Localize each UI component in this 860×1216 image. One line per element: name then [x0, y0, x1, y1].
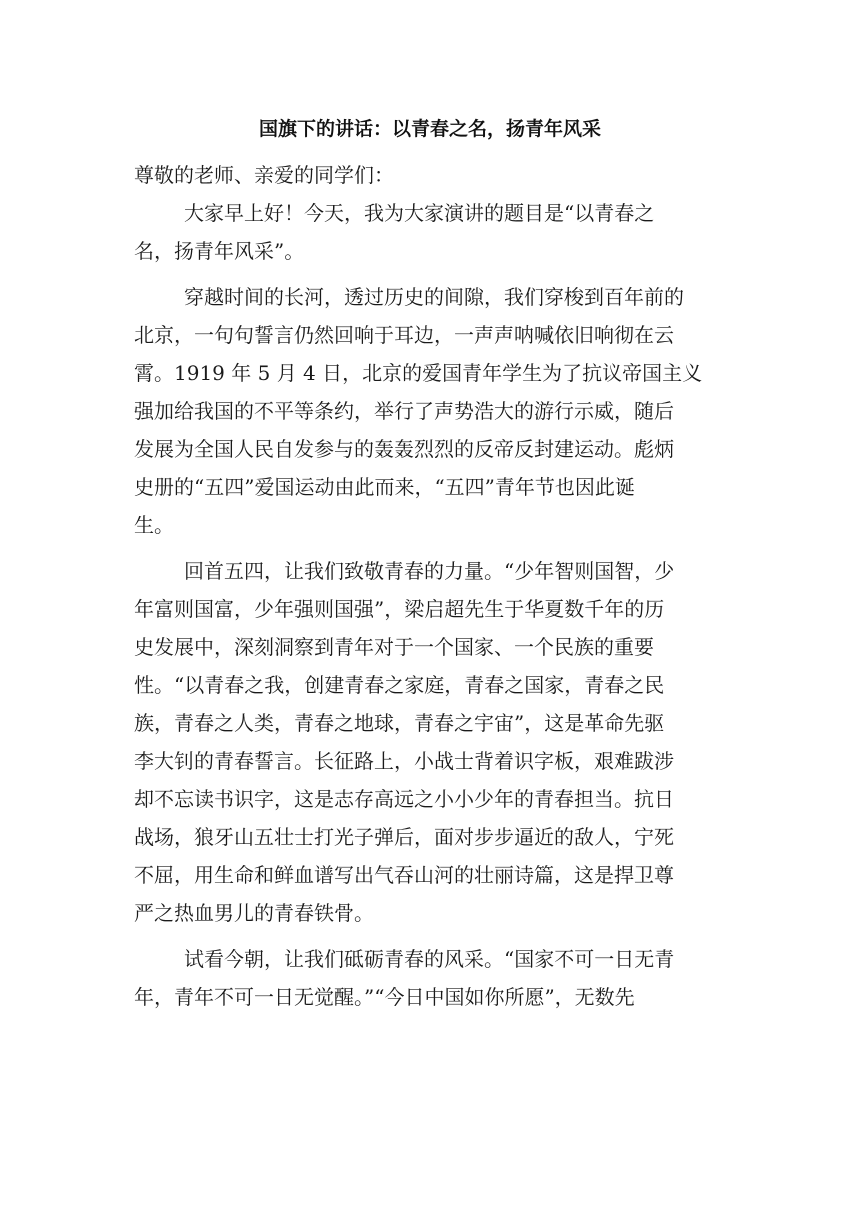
paragraph-line: 不屈，用生命和鲜血谱写出气吞山河的壮丽诗篇，这是捍卫尊 — [134, 863, 674, 887]
paragraph-line: 穿越时间的长河，透过历史的间隙，我们穿梭到百年前的 — [184, 285, 684, 309]
paragraph — [134, 940, 734, 1016]
document-body — [134, 156, 734, 1016]
paragraph-line: 史册的“五四”爱国运动由此而来，“五四”青年节也因此诞 — [134, 475, 635, 499]
paragraph-line: 回首五四，让我们致敬青春的力量。“少年智则国智，少 — [184, 559, 675, 583]
paragraph-list — [134, 194, 734, 1016]
paragraph-gap — [134, 932, 734, 940]
paragraph-line: 性。“以青春之我，创建青春之家庭，青春之国家，青春之民 — [134, 673, 665, 697]
salutation: 尊敬的老师、亲爱的同学们： — [134, 163, 394, 187]
paragraph — [134, 552, 734, 932]
paragraph-line: 李大钊的青春誓言。长征路上，小战士背着识字板，艰难跋涉 — [134, 749, 674, 773]
paragraph-line: 战场，狼牙山五壮士打光子弹后，面对步步逼近的敌人，宁死 — [134, 825, 674, 849]
paragraph-line: 名，扬青年风采”。 — [134, 239, 305, 263]
paragraph-line: 严之热血男儿的青春铁骨。 — [134, 901, 374, 925]
paragraph-line: 北京，一句句誓言仍然回响于耳边，一声声呐喊依旧响彻在云 — [134, 323, 674, 347]
paragraph — [134, 194, 734, 270]
document-title: 国旗下的讲话：以青春之名，扬青年风采 — [258, 118, 601, 140]
paragraph-line: 试看今朝，让我们砥砺青春的风采。“国家不可一日无青 — [184, 947, 675, 971]
paragraph — [134, 278, 734, 544]
paragraph-line: 大家早上好！今天，我为大家演讲的题目是“以青春之 — [184, 201, 655, 225]
paragraph-line: 却不忘读书识字，这是志存高远之小小少年的青春担当。抗日 — [134, 787, 674, 811]
paragraph-line: 生。 — [134, 513, 174, 537]
paragraph-line: 霄。1919 年 5 月 4 日，北京的爱国青年学生为了抗议帝国主义 — [134, 361, 703, 385]
paragraph-gap — [134, 270, 734, 278]
paragraph-line: 年富则国富，少年强则国强”，梁启超先生于华夏数千年的历 — [134, 597, 665, 621]
paragraph-line: 强加给我国的不平等条约，举行了声势浩大的游行示威，随后 — [134, 399, 674, 423]
paragraph-line: 年，青年不可一日无觉醒。”“今日中国如你所愿”，无数先 — [134, 985, 635, 1009]
paragraph-line: 发展为全国人民自发参与的轰轰烈烈的反帝反封建运动。彪炳 — [134, 437, 674, 461]
paragraph-line: 族，青春之人类，青春之地球，青春之宇宙”，这是革命先驱 — [134, 711, 665, 735]
paragraph-gap — [134, 544, 734, 552]
paragraph-line: 史发展中，深刻洞察到青年对于一个国家、一个民族的重要 — [134, 635, 654, 659]
